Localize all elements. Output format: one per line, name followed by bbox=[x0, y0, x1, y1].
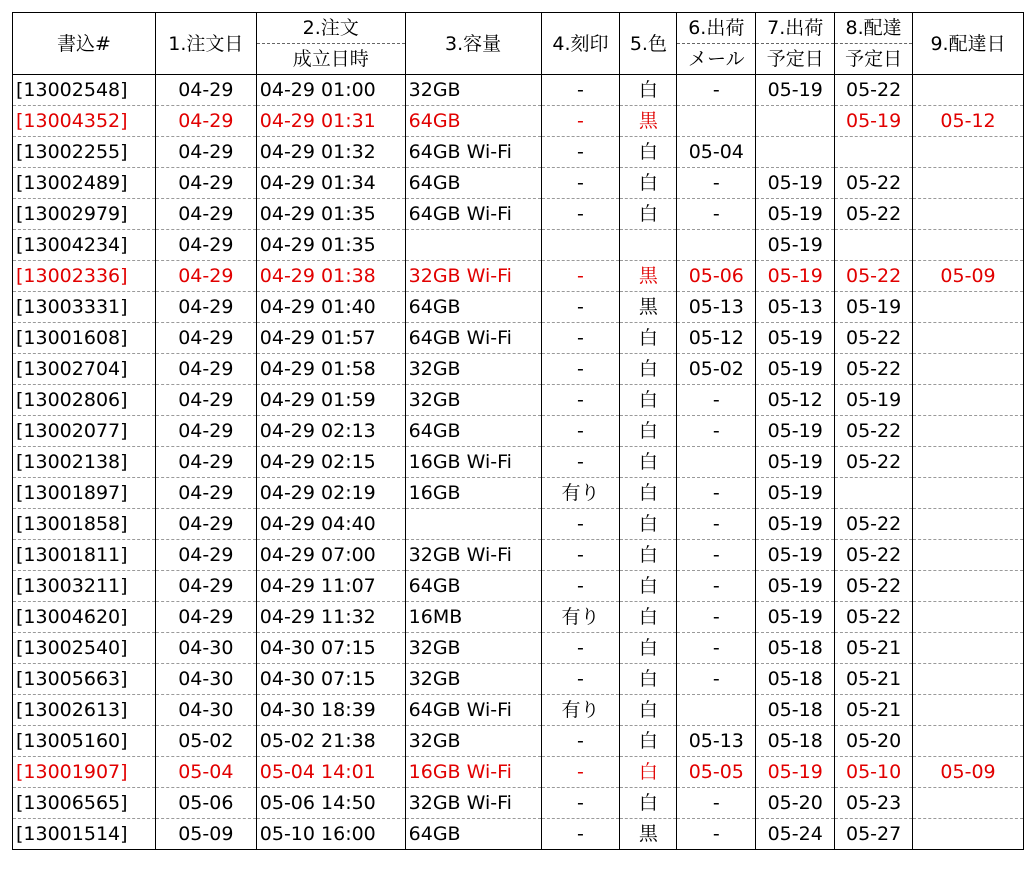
engraving-cell: - bbox=[541, 726, 620, 757]
order-date-cell: 04-29 bbox=[155, 137, 256, 168]
delivered-cell bbox=[913, 385, 1024, 416]
capacity-cell: 32GB bbox=[405, 664, 541, 695]
order-id-cell: [13003211] bbox=[13, 571, 156, 602]
ship-mail-cell: - bbox=[677, 509, 756, 540]
established-cell: 04-29 01:31 bbox=[256, 106, 405, 137]
color-cell: 白 bbox=[620, 726, 677, 757]
ship-planned-cell: 05-20 bbox=[756, 788, 835, 819]
order-date-cell: 04-30 bbox=[155, 633, 256, 664]
ship-mail-cell bbox=[677, 447, 756, 478]
delivery-planned-cell: 05-20 bbox=[835, 726, 913, 757]
order-id-cell: [13002138] bbox=[13, 447, 156, 478]
ship-planned-cell bbox=[756, 137, 835, 168]
order-id-cell: [13002489] bbox=[13, 168, 156, 199]
order-id-cell: [13001811] bbox=[13, 540, 156, 571]
color-cell: 白 bbox=[620, 447, 677, 478]
order-id-cell: [13001897] bbox=[13, 478, 156, 509]
delivered-cell bbox=[913, 75, 1024, 106]
capacity-cell: 16GB Wi-Fi bbox=[405, 757, 541, 788]
delivery-planned-cell: 05-22 bbox=[835, 571, 913, 602]
color-cell: 白 bbox=[620, 788, 677, 819]
capacity-cell: 32GB Wi-Fi bbox=[405, 261, 541, 292]
delivered-cell bbox=[913, 788, 1024, 819]
table-row bbox=[13, 385, 1024, 416]
table-row bbox=[13, 199, 1024, 230]
ship-planned-cell: 05-19 bbox=[756, 75, 835, 106]
ship-planned-cell: 05-19 bbox=[756, 230, 835, 261]
established-cell: 04-29 01:00 bbox=[256, 75, 405, 106]
ship-planned-cell: 05-19 bbox=[756, 261, 835, 292]
color-cell: 白 bbox=[620, 168, 677, 199]
established-cell: 04-29 11:32 bbox=[256, 602, 405, 633]
ship-planned-cell: 05-19 bbox=[756, 757, 835, 788]
color-cell: 黒 bbox=[620, 819, 677, 850]
header-delivered: 9.配達日 bbox=[913, 13, 1024, 75]
engraving-cell: - bbox=[541, 416, 620, 447]
engraving-cell: - bbox=[541, 509, 620, 540]
order-id-cell: [13004234] bbox=[13, 230, 156, 261]
order-date-cell: 04-29 bbox=[155, 168, 256, 199]
delivered-cell: 05-09 bbox=[913, 261, 1024, 292]
ship-planned-cell: 05-19 bbox=[756, 447, 835, 478]
color-cell: 白 bbox=[620, 664, 677, 695]
table-row bbox=[13, 478, 1024, 509]
capacity-cell: 64GB bbox=[405, 168, 541, 199]
delivered-cell: 05-09 bbox=[913, 757, 1024, 788]
delivery-planned-cell: 05-19 bbox=[835, 106, 913, 137]
table-row bbox=[13, 664, 1024, 695]
delivery-planned-cell: 05-10 bbox=[835, 757, 913, 788]
order-date-cell: 04-29 bbox=[155, 106, 256, 137]
header-ship-planned-sub: 予定日 bbox=[756, 44, 835, 75]
ship-mail-cell: - bbox=[677, 478, 756, 509]
ship-mail-cell: - bbox=[677, 540, 756, 571]
capacity-cell: 32GB bbox=[405, 726, 541, 757]
delivered-cell bbox=[913, 199, 1024, 230]
header-color: 5.色 bbox=[620, 13, 677, 75]
order-date-cell: 04-30 bbox=[155, 664, 256, 695]
ship-mail-cell: - bbox=[677, 819, 756, 850]
order-id-cell: [13002979] bbox=[13, 199, 156, 230]
table-row bbox=[13, 695, 1024, 726]
engraving-cell: - bbox=[541, 819, 620, 850]
color-cell: 黒 bbox=[620, 292, 677, 323]
table-row bbox=[13, 447, 1024, 478]
delivery-planned-cell: 05-19 bbox=[835, 385, 913, 416]
delivery-planned-cell: 05-22 bbox=[835, 509, 913, 540]
table-row bbox=[13, 230, 1024, 261]
ship-mail-cell: - bbox=[677, 788, 756, 819]
delivery-planned-cell: 05-22 bbox=[835, 261, 913, 292]
engraving-cell: - bbox=[541, 137, 620, 168]
order-date-cell: 04-29 bbox=[155, 354, 256, 385]
ship-mail-cell: - bbox=[677, 664, 756, 695]
table-row bbox=[13, 819, 1024, 850]
established-cell: 04-30 18:39 bbox=[256, 695, 405, 726]
table-row bbox=[13, 137, 1024, 168]
order-date-cell: 04-30 bbox=[155, 695, 256, 726]
engraving-cell: - bbox=[541, 664, 620, 695]
capacity-cell: 32GB bbox=[405, 75, 541, 106]
order-date-cell: 04-29 bbox=[155, 261, 256, 292]
ship-mail-cell bbox=[677, 695, 756, 726]
engraving-cell: - bbox=[541, 633, 620, 664]
ship-mail-cell: 05-13 bbox=[677, 726, 756, 757]
engraving-cell: - bbox=[541, 199, 620, 230]
header-established-sub: 成立日時 bbox=[256, 44, 405, 75]
header-delivery-planned-sub: 予定日 bbox=[835, 44, 913, 75]
delivered-cell bbox=[913, 819, 1024, 850]
capacity-cell: 64GB Wi-Fi bbox=[405, 137, 541, 168]
engraving-cell: - bbox=[541, 447, 620, 478]
order-id-cell: [13002540] bbox=[13, 633, 156, 664]
engraving-cell: - bbox=[541, 106, 620, 137]
capacity-cell: 64GB bbox=[405, 106, 541, 137]
established-cell: 05-10 16:00 bbox=[256, 819, 405, 850]
color-cell: 白 bbox=[620, 416, 677, 447]
ship-mail-cell: 05-05 bbox=[677, 757, 756, 788]
table-row bbox=[13, 75, 1024, 106]
capacity-cell: 32GB bbox=[405, 385, 541, 416]
delivery-planned-cell: 05-22 bbox=[835, 354, 913, 385]
order-id-cell: [13004620] bbox=[13, 602, 156, 633]
ship-mail-cell: 05-13 bbox=[677, 292, 756, 323]
order-id-cell: [13002336] bbox=[13, 261, 156, 292]
order-id-cell: [13002613] bbox=[13, 695, 156, 726]
engraving-cell: - bbox=[541, 75, 620, 106]
order-date-cell: 04-29 bbox=[155, 478, 256, 509]
color-cell: 白 bbox=[620, 385, 677, 416]
order-id-cell: [13006565] bbox=[13, 788, 156, 819]
established-cell: 04-30 07:15 bbox=[256, 664, 405, 695]
order-id-cell: [13001907] bbox=[13, 757, 156, 788]
table-row bbox=[13, 726, 1024, 757]
delivered-cell bbox=[913, 664, 1024, 695]
order-id-cell: [13001858] bbox=[13, 509, 156, 540]
order-date-cell: 05-06 bbox=[155, 788, 256, 819]
delivered-cell bbox=[913, 137, 1024, 168]
delivery-planned-cell: 05-22 bbox=[835, 323, 913, 354]
engraving-cell: - bbox=[541, 385, 620, 416]
capacity-cell: 64GB bbox=[405, 416, 541, 447]
table-row bbox=[13, 757, 1024, 788]
delivery-planned-cell bbox=[835, 478, 913, 509]
ship-planned-cell: 05-19 bbox=[756, 168, 835, 199]
color-cell bbox=[620, 230, 677, 261]
header-engraving: 4.刻印 bbox=[541, 13, 620, 75]
order-date-cell: 04-29 bbox=[155, 75, 256, 106]
delivered-cell bbox=[913, 354, 1024, 385]
delivered-cell bbox=[913, 695, 1024, 726]
capacity-cell: 64GB bbox=[405, 819, 541, 850]
delivery-planned-cell: 05-21 bbox=[835, 664, 913, 695]
established-cell: 04-29 02:19 bbox=[256, 478, 405, 509]
delivery-planned-cell: 05-22 bbox=[835, 540, 913, 571]
table-row bbox=[13, 292, 1024, 323]
order-id-cell: [13004352] bbox=[13, 106, 156, 137]
order-date-cell: 05-02 bbox=[155, 726, 256, 757]
ship-planned-cell: 05-12 bbox=[756, 385, 835, 416]
color-cell: 白 bbox=[620, 571, 677, 602]
header-capacity: 3.容量 bbox=[405, 13, 541, 75]
ship-planned-cell: 05-19 bbox=[756, 323, 835, 354]
capacity-cell: 32GB Wi-Fi bbox=[405, 788, 541, 819]
capacity-cell: 64GB bbox=[405, 292, 541, 323]
order-date-cell: 04-29 bbox=[155, 292, 256, 323]
ship-planned-cell: 05-18 bbox=[756, 695, 835, 726]
capacity-cell bbox=[405, 230, 541, 261]
delivered-cell bbox=[913, 726, 1024, 757]
established-cell: 04-29 01:35 bbox=[256, 230, 405, 261]
capacity-cell: 32GB bbox=[405, 633, 541, 664]
capacity-cell: 32GB bbox=[405, 354, 541, 385]
table-body bbox=[13, 75, 1024, 850]
engraving-cell: - bbox=[541, 292, 620, 323]
header-ship-mail: 6.出荷 bbox=[677, 13, 756, 44]
header-order-date: 1.注文日 bbox=[155, 13, 256, 75]
table-row bbox=[13, 354, 1024, 385]
delivered-cell bbox=[913, 509, 1024, 540]
table-row bbox=[13, 106, 1024, 137]
ship-mail-cell: - bbox=[677, 385, 756, 416]
color-cell: 黒 bbox=[620, 106, 677, 137]
order-id-cell: [13002255] bbox=[13, 137, 156, 168]
engraving-cell: 有り bbox=[541, 602, 620, 633]
order-date-cell: 04-29 bbox=[155, 540, 256, 571]
table-row bbox=[13, 168, 1024, 199]
established-cell: 04-29 01:35 bbox=[256, 199, 405, 230]
ship-planned-cell: 05-19 bbox=[756, 354, 835, 385]
ship-planned-cell: 05-18 bbox=[756, 726, 835, 757]
engraving-cell: 有り bbox=[541, 695, 620, 726]
color-cell: 白 bbox=[620, 478, 677, 509]
ship-mail-cell: - bbox=[677, 633, 756, 664]
header-delivery-planned: 8.配達 bbox=[835, 13, 913, 44]
delivered-cell: 05-12 bbox=[913, 106, 1024, 137]
ship-planned-cell: 05-19 bbox=[756, 199, 835, 230]
ship-mail-cell: - bbox=[677, 602, 756, 633]
delivery-planned-cell: 05-22 bbox=[835, 168, 913, 199]
delivery-planned-cell bbox=[835, 137, 913, 168]
table-row bbox=[13, 571, 1024, 602]
ship-mail-cell: 05-02 bbox=[677, 354, 756, 385]
ship-planned-cell bbox=[756, 106, 835, 137]
capacity-cell: 16GB bbox=[405, 478, 541, 509]
ship-planned-cell: 05-19 bbox=[756, 571, 835, 602]
order-date-cell: 04-29 bbox=[155, 602, 256, 633]
established-cell: 04-29 01:58 bbox=[256, 354, 405, 385]
order-id-cell: [13001608] bbox=[13, 323, 156, 354]
order-date-cell: 04-29 bbox=[155, 323, 256, 354]
established-cell: 05-02 21:38 bbox=[256, 726, 405, 757]
capacity-cell: 16MB bbox=[405, 602, 541, 633]
header-ship-mail-sub: メール bbox=[677, 44, 756, 75]
order-id-cell: [13003331] bbox=[13, 292, 156, 323]
order-id-cell: [13002704] bbox=[13, 354, 156, 385]
delivered-cell bbox=[913, 292, 1024, 323]
table-row bbox=[13, 261, 1024, 292]
delivered-cell bbox=[913, 633, 1024, 664]
delivery-planned-cell: 05-23 bbox=[835, 788, 913, 819]
engraving-cell: - bbox=[541, 571, 620, 602]
ship-planned-cell: 05-19 bbox=[756, 602, 835, 633]
established-cell: 04-30 07:15 bbox=[256, 633, 405, 664]
order-date-cell: 04-29 bbox=[155, 230, 256, 261]
delivery-planned-cell: 05-21 bbox=[835, 633, 913, 664]
delivery-planned-cell bbox=[835, 230, 913, 261]
color-cell: 白 bbox=[620, 602, 677, 633]
engraving-cell: - bbox=[541, 540, 620, 571]
established-cell: 04-29 02:13 bbox=[256, 416, 405, 447]
established-cell: 04-29 01:57 bbox=[256, 323, 405, 354]
capacity-cell: 64GB Wi-Fi bbox=[405, 323, 541, 354]
established-cell: 05-04 14:01 bbox=[256, 757, 405, 788]
ship-mail-cell bbox=[677, 106, 756, 137]
established-cell: 04-29 11:07 bbox=[256, 571, 405, 602]
established-cell: 04-29 01:34 bbox=[256, 168, 405, 199]
established-cell: 04-29 07:00 bbox=[256, 540, 405, 571]
header-ship-planned: 7.出荷 bbox=[756, 13, 835, 44]
ship-planned-cell: 05-18 bbox=[756, 664, 835, 695]
header-id: 書込# bbox=[13, 13, 156, 75]
table-row bbox=[13, 509, 1024, 540]
color-cell: 白 bbox=[620, 75, 677, 106]
header-established: 2.注文 bbox=[256, 13, 405, 44]
delivery-planned-cell: 05-22 bbox=[835, 199, 913, 230]
delivery-planned-cell: 05-22 bbox=[835, 447, 913, 478]
established-cell: 04-29 01:32 bbox=[256, 137, 405, 168]
ship-planned-cell: 05-24 bbox=[756, 819, 835, 850]
order-id-cell: [13002548] bbox=[13, 75, 156, 106]
delivered-cell bbox=[913, 447, 1024, 478]
order-id-cell: [13005663] bbox=[13, 664, 156, 695]
ship-mail-cell: 05-06 bbox=[677, 261, 756, 292]
ship-mail-cell: - bbox=[677, 168, 756, 199]
established-cell: 04-29 04:40 bbox=[256, 509, 405, 540]
ship-mail-cell bbox=[677, 230, 756, 261]
capacity-cell: 64GB Wi-Fi bbox=[405, 199, 541, 230]
delivered-cell bbox=[913, 168, 1024, 199]
order-id-cell: [13002806] bbox=[13, 385, 156, 416]
delivered-cell bbox=[913, 571, 1024, 602]
order-date-cell: 04-29 bbox=[155, 509, 256, 540]
table-row bbox=[13, 788, 1024, 819]
ship-mail-cell: - bbox=[677, 199, 756, 230]
color-cell: 白 bbox=[620, 695, 677, 726]
table-row bbox=[13, 540, 1024, 571]
engraving-cell: - bbox=[541, 788, 620, 819]
order-date-cell: 05-04 bbox=[155, 757, 256, 788]
ship-mail-cell: - bbox=[677, 75, 756, 106]
established-cell: 04-29 01:38 bbox=[256, 261, 405, 292]
order-date-cell: 05-09 bbox=[155, 819, 256, 850]
established-cell: 05-06 14:50 bbox=[256, 788, 405, 819]
table-row bbox=[13, 633, 1024, 664]
color-cell: 白 bbox=[620, 540, 677, 571]
engraving-cell: 有り bbox=[541, 478, 620, 509]
delivered-cell bbox=[913, 416, 1024, 447]
color-cell: 白 bbox=[620, 137, 677, 168]
capacity-cell: 32GB Wi-Fi bbox=[405, 540, 541, 571]
order-date-cell: 04-29 bbox=[155, 416, 256, 447]
delivery-planned-cell: 05-21 bbox=[835, 695, 913, 726]
delivered-cell bbox=[913, 230, 1024, 261]
delivery-planned-cell: 05-22 bbox=[835, 416, 913, 447]
capacity-cell: 16GB Wi-Fi bbox=[405, 447, 541, 478]
ship-planned-cell: 05-13 bbox=[756, 292, 835, 323]
ship-planned-cell: 05-19 bbox=[756, 540, 835, 571]
engraving-cell: - bbox=[541, 168, 620, 199]
established-cell: 04-29 01:59 bbox=[256, 385, 405, 416]
order-id-cell: [13005160] bbox=[13, 726, 156, 757]
ship-planned-cell: 05-18 bbox=[756, 633, 835, 664]
color-cell: 白 bbox=[620, 757, 677, 788]
ship-planned-cell: 05-19 bbox=[756, 416, 835, 447]
ship-planned-cell: 05-19 bbox=[756, 478, 835, 509]
ship-mail-cell: 05-12 bbox=[677, 323, 756, 354]
engraving-cell: - bbox=[541, 354, 620, 385]
order-id-cell: [13002077] bbox=[13, 416, 156, 447]
delivered-cell bbox=[913, 602, 1024, 633]
order-status-table bbox=[12, 12, 1024, 850]
established-cell: 04-29 02:15 bbox=[256, 447, 405, 478]
capacity-cell: 64GB Wi-Fi bbox=[405, 695, 541, 726]
established-cell: 04-29 01:40 bbox=[256, 292, 405, 323]
order-date-cell: 04-29 bbox=[155, 447, 256, 478]
engraving-cell: - bbox=[541, 757, 620, 788]
color-cell: 白 bbox=[620, 633, 677, 664]
capacity-cell: 64GB bbox=[405, 571, 541, 602]
order-date-cell: 04-29 bbox=[155, 571, 256, 602]
color-cell: 黒 bbox=[620, 261, 677, 292]
order-id-cell: [13001514] bbox=[13, 819, 156, 850]
order-date-cell: 04-29 bbox=[155, 199, 256, 230]
table-row bbox=[13, 416, 1024, 447]
engraving-cell: - bbox=[541, 261, 620, 292]
table-row bbox=[13, 323, 1024, 354]
delivery-planned-cell: 05-27 bbox=[835, 819, 913, 850]
color-cell: 白 bbox=[620, 509, 677, 540]
color-cell: 白 bbox=[620, 354, 677, 385]
ship-mail-cell: - bbox=[677, 416, 756, 447]
ship-mail-cell: 05-04 bbox=[677, 137, 756, 168]
delivered-cell bbox=[913, 323, 1024, 354]
delivered-cell bbox=[913, 540, 1024, 571]
delivery-planned-cell: 05-19 bbox=[835, 292, 913, 323]
ship-planned-cell: 05-19 bbox=[756, 509, 835, 540]
capacity-cell bbox=[405, 509, 541, 540]
color-cell: 白 bbox=[620, 323, 677, 354]
ship-mail-cell: - bbox=[677, 571, 756, 602]
table-row bbox=[13, 602, 1024, 633]
delivery-planned-cell: 05-22 bbox=[835, 75, 913, 106]
delivered-cell bbox=[913, 478, 1024, 509]
table-header bbox=[13, 13, 1024, 75]
order-date-cell: 04-29 bbox=[155, 385, 256, 416]
engraving-cell bbox=[541, 230, 620, 261]
delivery-planned-cell: 05-22 bbox=[835, 602, 913, 633]
color-cell: 白 bbox=[620, 199, 677, 230]
engraving-cell: - bbox=[541, 323, 620, 354]
